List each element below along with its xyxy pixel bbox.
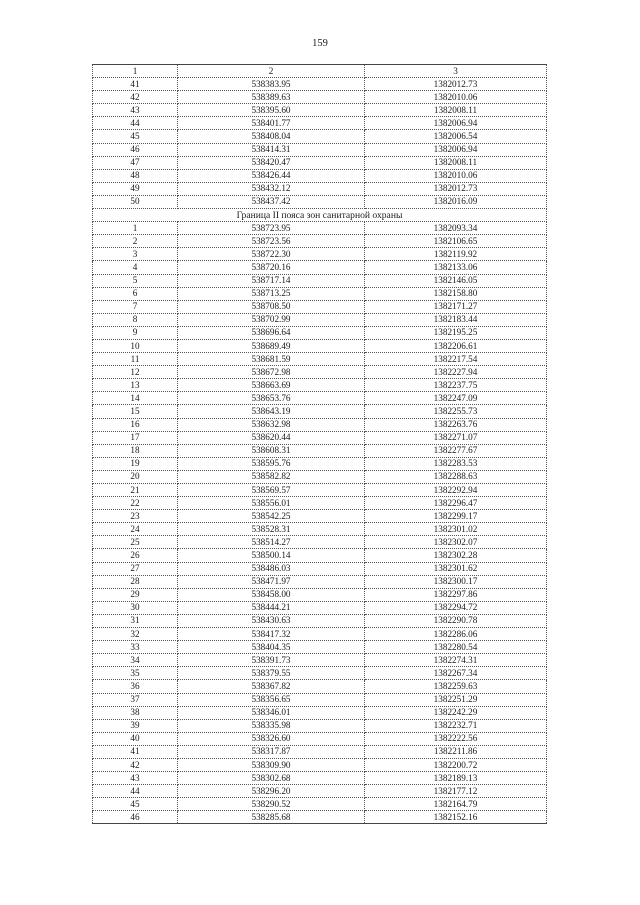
y-coordinate-cell: 1382277.67 <box>365 444 547 457</box>
x-coordinate-cell: 538663.69 <box>178 379 365 392</box>
x-coordinate-cell: 538356.65 <box>178 693 365 706</box>
table-row <box>93 405 547 418</box>
point-number-cell: 13 <box>93 379 178 392</box>
table-row <box>93 91 547 104</box>
x-coordinate-cell: 538723.95 <box>178 222 365 235</box>
table-row <box>93 300 547 313</box>
table-row <box>93 601 547 614</box>
x-coordinate-cell: 538426.44 <box>178 169 365 182</box>
table-row <box>93 339 547 352</box>
x-coordinate-cell: 538582.82 <box>178 470 365 483</box>
page-number: 159 <box>312 38 328 49</box>
table-row <box>93 484 547 497</box>
point-number-cell: 41 <box>93 745 178 758</box>
y-coordinate-cell: 1382119.92 <box>365 248 547 261</box>
table-row <box>93 510 547 523</box>
y-coordinate-cell: 1382183.44 <box>365 313 547 326</box>
y-coordinate-cell: 1382299.17 <box>365 510 547 523</box>
y-coordinate-cell: 1382012.73 <box>365 182 547 195</box>
y-coordinate-cell: 1382263.76 <box>365 418 547 431</box>
x-coordinate-cell: 538326.60 <box>178 732 365 745</box>
point-number-cell: 27 <box>93 562 178 575</box>
point-number-cell: 31 <box>93 614 178 627</box>
table-row <box>93 654 547 667</box>
table-row <box>93 667 547 680</box>
table-row <box>93 366 547 379</box>
x-coordinate-cell: 538444.21 <box>178 601 365 614</box>
x-coordinate-cell: 538417.32 <box>178 628 365 641</box>
table-header-row <box>93 65 547 78</box>
x-coordinate-cell: 538556.01 <box>178 497 365 510</box>
table-row <box>93 248 547 261</box>
x-coordinate-cell: 538309.90 <box>178 758 365 771</box>
y-coordinate-cell: 1382283.53 <box>365 457 547 470</box>
point-number-cell: 43 <box>93 104 178 117</box>
y-coordinate-cell: 1382301.02 <box>365 523 547 536</box>
point-number-cell: 50 <box>93 195 178 208</box>
y-coordinate-cell: 1382164.79 <box>365 798 547 811</box>
y-coordinate-cell: 1382242.29 <box>365 706 547 719</box>
x-coordinate-cell: 538653.76 <box>178 392 365 405</box>
table-row <box>93 444 547 457</box>
x-coordinate-cell: 538335.98 <box>178 719 365 732</box>
x-coordinate-cell: 538595.76 <box>178 457 365 470</box>
table-row <box>93 431 547 444</box>
y-coordinate-cell: 1382292.94 <box>365 484 547 497</box>
table-row <box>93 287 547 300</box>
y-coordinate-cell: 1382280.54 <box>365 641 547 654</box>
x-coordinate-cell: 538437.42 <box>178 195 365 208</box>
x-coordinate-cell: 538389.63 <box>178 91 365 104</box>
table-row <box>93 549 547 562</box>
x-coordinate-cell: 538290.52 <box>178 798 365 811</box>
point-number-cell: 15 <box>93 405 178 418</box>
y-coordinate-cell: 1382206.61 <box>365 339 547 352</box>
x-coordinate-cell: 538717.14 <box>178 274 365 287</box>
point-number-cell: 33 <box>93 641 178 654</box>
point-number-cell: 40 <box>93 732 178 745</box>
x-coordinate-cell: 538723.56 <box>178 235 365 248</box>
table-row <box>93 261 547 274</box>
point-number-cell: 6 <box>93 287 178 300</box>
x-coordinate-cell: 538458.00 <box>178 588 365 601</box>
point-number-cell: 43 <box>93 772 178 785</box>
section-title-row <box>93 209 547 222</box>
point-number-cell: 19 <box>93 457 178 470</box>
point-number-cell: 22 <box>93 497 178 510</box>
y-coordinate-cell: 1382222.56 <box>365 732 547 745</box>
table-row <box>93 326 547 339</box>
point-number-cell: 46 <box>93 811 178 824</box>
y-coordinate-cell: 1382006.94 <box>365 143 547 156</box>
y-coordinate-cell: 1382286.06 <box>365 628 547 641</box>
table-row <box>93 169 547 182</box>
y-coordinate-cell: 1382200.72 <box>365 758 547 771</box>
y-coordinate-cell: 1382106.65 <box>365 235 547 248</box>
point-number-cell: 1 <box>93 222 178 235</box>
y-coordinate-cell: 1382010.06 <box>365 169 547 182</box>
table-row <box>93 379 547 392</box>
x-coordinate-cell: 538401.77 <box>178 117 365 130</box>
y-coordinate-cell: 1382297.86 <box>365 588 547 601</box>
x-coordinate-cell: 538713.25 <box>178 287 365 300</box>
y-coordinate-cell: 1382237.75 <box>365 379 547 392</box>
table-row <box>93 104 547 117</box>
point-number-cell: 38 <box>93 706 178 719</box>
table-row <box>93 641 547 654</box>
table-row <box>93 523 547 536</box>
y-coordinate-cell: 1382093.34 <box>365 222 547 235</box>
table-row <box>93 758 547 771</box>
y-coordinate-cell: 1382302.28 <box>365 549 547 562</box>
point-number-cell: 3 <box>93 248 178 261</box>
x-coordinate-cell: 538708.50 <box>178 300 365 313</box>
x-coordinate-cell: 538346.01 <box>178 706 365 719</box>
y-coordinate-cell: 1382152.16 <box>365 811 547 824</box>
point-number-cell: 8 <box>93 313 178 326</box>
x-coordinate-cell: 538430.63 <box>178 614 365 627</box>
table-row <box>93 575 547 588</box>
table-row <box>93 562 547 575</box>
x-coordinate-cell: 538542.25 <box>178 510 365 523</box>
table-row <box>93 78 547 91</box>
point-number-cell: 34 <box>93 654 178 667</box>
y-coordinate-cell: 1382227.94 <box>365 366 547 379</box>
y-coordinate-cell: 1382255.73 <box>365 405 547 418</box>
y-coordinate-cell: 1382195.25 <box>365 326 547 339</box>
table-row <box>93 235 547 248</box>
x-coordinate-cell: 538569.57 <box>178 484 365 497</box>
x-coordinate-cell: 538391.73 <box>178 654 365 667</box>
x-coordinate-cell: 538720.16 <box>178 261 365 274</box>
table-row <box>93 470 547 483</box>
point-number-cell: 2 <box>93 235 178 248</box>
y-coordinate-cell: 1382301.62 <box>365 562 547 575</box>
y-coordinate-cell: 1382300.17 <box>365 575 547 588</box>
table-row <box>93 680 547 693</box>
y-coordinate-cell: 1382211.86 <box>365 745 547 758</box>
x-coordinate-cell: 538367.82 <box>178 680 365 693</box>
x-coordinate-cell: 538681.59 <box>178 353 365 366</box>
y-coordinate-cell: 1382189.13 <box>365 772 547 785</box>
point-number-cell: 14 <box>93 392 178 405</box>
point-number-cell: 28 <box>93 575 178 588</box>
y-coordinate-cell: 1382302.07 <box>365 536 547 549</box>
x-coordinate-cell: 538608.31 <box>178 444 365 457</box>
y-coordinate-cell: 1382259.63 <box>365 680 547 693</box>
y-coordinate-cell: 1382217.54 <box>365 353 547 366</box>
x-coordinate-cell: 538395.60 <box>178 104 365 117</box>
table-row <box>93 117 547 130</box>
table-row <box>93 732 547 745</box>
point-number-cell: 7 <box>93 300 178 313</box>
x-coordinate-cell: 538432.12 <box>178 182 365 195</box>
x-coordinate-cell: 538722.30 <box>178 248 365 261</box>
x-coordinate-cell: 538514.27 <box>178 536 365 549</box>
x-coordinate-cell: 538420.47 <box>178 156 365 169</box>
y-coordinate-cell: 1382296.47 <box>365 497 547 510</box>
table-row <box>93 274 547 287</box>
table-row <box>93 130 547 143</box>
x-coordinate-cell: 538383.95 <box>178 78 365 91</box>
point-number-cell: 32 <box>93 628 178 641</box>
x-coordinate-cell: 538317.87 <box>178 745 365 758</box>
y-coordinate-cell: 1382006.54 <box>365 130 547 143</box>
point-number-cell: 11 <box>93 353 178 366</box>
y-coordinate-cell: 1382177.12 <box>365 785 547 798</box>
point-number-cell: 30 <box>93 601 178 614</box>
column-header-3: 3 <box>365 65 547 78</box>
x-coordinate-cell: 538672.98 <box>178 366 365 379</box>
point-number-cell: 21 <box>93 484 178 497</box>
point-number-cell: 45 <box>93 798 178 811</box>
y-coordinate-cell: 1382267.34 <box>365 667 547 680</box>
table-row <box>93 693 547 706</box>
table-row <box>93 588 547 601</box>
y-coordinate-cell: 1382290.78 <box>365 614 547 627</box>
x-coordinate-cell: 538302.68 <box>178 772 365 785</box>
table-row <box>93 156 547 169</box>
y-coordinate-cell: 1382012.73 <box>365 78 547 91</box>
table-row <box>93 143 547 156</box>
table-row <box>93 811 547 824</box>
y-coordinate-cell: 1382133.06 <box>365 261 547 274</box>
table-row <box>93 353 547 366</box>
table-row <box>93 195 547 208</box>
table-row <box>93 614 547 627</box>
point-number-cell: 35 <box>93 667 178 680</box>
x-coordinate-cell: 538620.44 <box>178 431 365 444</box>
x-coordinate-cell: 538471.97 <box>178 575 365 588</box>
y-coordinate-cell: 1382271.07 <box>365 431 547 444</box>
table-row <box>93 182 547 195</box>
table-row <box>93 706 547 719</box>
table-row <box>93 222 547 235</box>
point-number-cell: 16 <box>93 418 178 431</box>
point-number-cell: 48 <box>93 169 178 182</box>
coordinates-table <box>92 64 547 824</box>
y-coordinate-cell: 1382016.09 <box>365 195 547 208</box>
x-coordinate-cell: 538702.99 <box>178 313 365 326</box>
column-header-1: 1 <box>93 65 178 78</box>
point-number-cell: 17 <box>93 431 178 444</box>
table-row <box>93 798 547 811</box>
point-number-cell: 25 <box>93 536 178 549</box>
point-number-cell: 49 <box>93 182 178 195</box>
point-number-cell: 41 <box>93 78 178 91</box>
point-number-cell: 23 <box>93 510 178 523</box>
x-coordinate-cell: 538408.04 <box>178 130 365 143</box>
table-row <box>93 457 547 470</box>
x-coordinate-cell: 538632.98 <box>178 418 365 431</box>
point-number-cell: 42 <box>93 758 178 771</box>
point-number-cell: 29 <box>93 588 178 601</box>
coordinates-table-body <box>93 65 547 824</box>
table-row <box>93 313 547 326</box>
y-coordinate-cell: 1382158.80 <box>365 287 547 300</box>
point-number-cell: 24 <box>93 523 178 536</box>
x-coordinate-cell: 538500.14 <box>178 549 365 562</box>
y-coordinate-cell: 1382247.09 <box>365 392 547 405</box>
point-number-cell: 37 <box>93 693 178 706</box>
table-row <box>93 628 547 641</box>
x-coordinate-cell: 538689.49 <box>178 339 365 352</box>
point-number-cell: 45 <box>93 130 178 143</box>
point-number-cell: 44 <box>93 117 178 130</box>
y-coordinate-cell: 1382232.71 <box>365 719 547 732</box>
table-row <box>93 745 547 758</box>
x-coordinate-cell: 538528.31 <box>178 523 365 536</box>
table-row <box>93 418 547 431</box>
point-number-cell: 20 <box>93 470 178 483</box>
table-row <box>93 392 547 405</box>
x-coordinate-cell: 538696.64 <box>178 326 365 339</box>
section-title: Граница II пояса зон санитарной охраны <box>93 209 547 222</box>
y-coordinate-cell: 1382288.63 <box>365 470 547 483</box>
point-number-cell: 36 <box>93 680 178 693</box>
x-coordinate-cell: 538379.55 <box>178 667 365 680</box>
table-row <box>93 719 547 732</box>
y-coordinate-cell: 1382146.05 <box>365 274 547 287</box>
point-number-cell: 4 <box>93 261 178 274</box>
point-number-cell: 39 <box>93 719 178 732</box>
y-coordinate-cell: 1382294.72 <box>365 601 547 614</box>
x-coordinate-cell: 538404.35 <box>178 641 365 654</box>
point-number-cell: 47 <box>93 156 178 169</box>
point-number-cell: 42 <box>93 91 178 104</box>
y-coordinate-cell: 1382171.27 <box>365 300 547 313</box>
point-number-cell: 10 <box>93 339 178 352</box>
x-coordinate-cell: 538486.03 <box>178 562 365 575</box>
x-coordinate-cell: 538296.20 <box>178 785 365 798</box>
point-number-cell: 44 <box>93 785 178 798</box>
point-number-cell: 9 <box>93 326 178 339</box>
point-number-cell: 26 <box>93 549 178 562</box>
y-coordinate-cell: 1382008.11 <box>365 104 547 117</box>
x-coordinate-cell: 538414.31 <box>178 143 365 156</box>
x-coordinate-cell: 538285.68 <box>178 811 365 824</box>
point-number-cell: 5 <box>93 274 178 287</box>
table-row <box>93 536 547 549</box>
y-coordinate-cell: 1382251.29 <box>365 693 547 706</box>
point-number-cell: 12 <box>93 366 178 379</box>
y-coordinate-cell: 1382008.11 <box>365 156 547 169</box>
y-coordinate-cell: 1382010.06 <box>365 91 547 104</box>
table-row <box>93 772 547 785</box>
table-row <box>93 785 547 798</box>
column-header-2: 2 <box>178 65 365 78</box>
table-row <box>93 497 547 510</box>
y-coordinate-cell: 1382274.31 <box>365 654 547 667</box>
point-number-cell: 46 <box>93 143 178 156</box>
y-coordinate-cell: 1382006.94 <box>365 117 547 130</box>
point-number-cell: 18 <box>93 444 178 457</box>
x-coordinate-cell: 538643.19 <box>178 405 365 418</box>
